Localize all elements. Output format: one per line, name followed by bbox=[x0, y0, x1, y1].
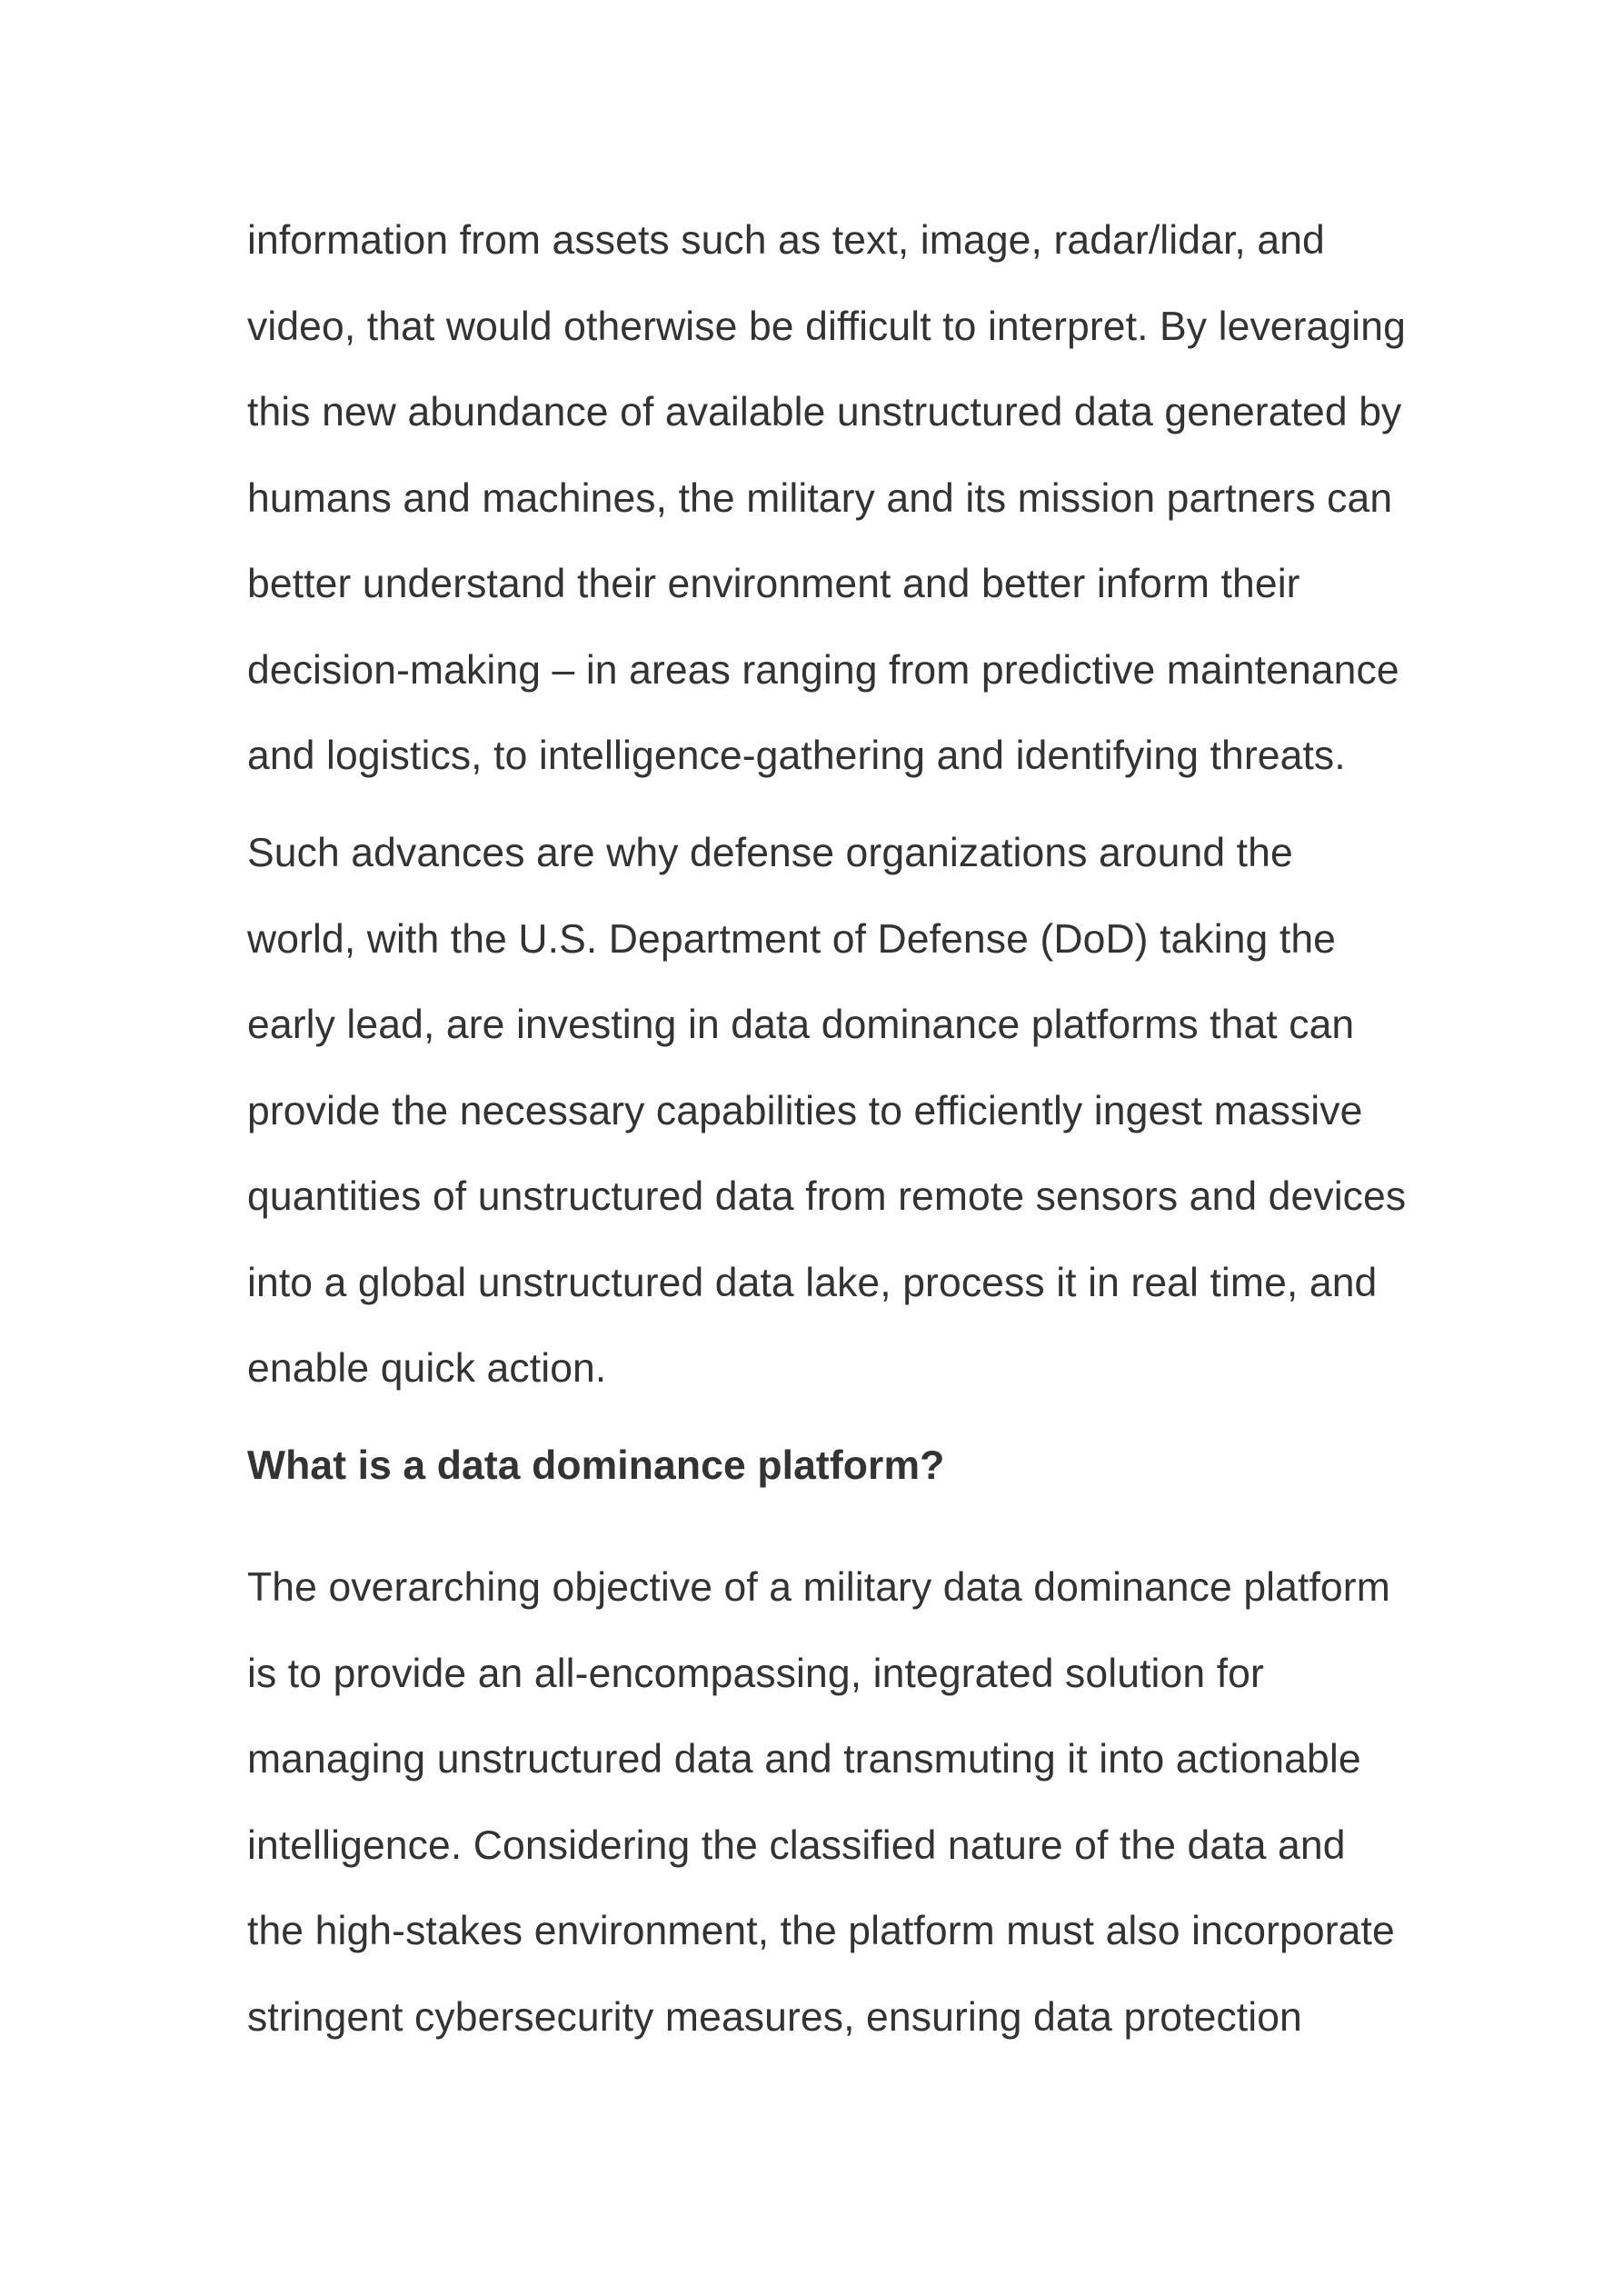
paragraph-line: provide the necessary capabilities to efficiently ingest massive bbox=[247, 1088, 1363, 1133]
paragraph-line: intelligence. Considering the classified nature of the data and bbox=[247, 1822, 1346, 1868]
paragraph-line: into a global unstructured data lake, process it in real time, and bbox=[247, 1260, 1378, 1305]
paragraph-line: world, with the U.S. Department of Defense (DoD) taking the bbox=[247, 916, 1337, 962]
paragraph-line: Such advances are why defense organizations around the bbox=[247, 831, 1293, 875]
paragraph-spacer bbox=[247, 1399, 1410, 1436]
paragraph-line: quantities of unstructured data from remote sensors and devices bbox=[247, 1174, 1407, 1219]
paragraph-line: managing unstructured data and transmuting it into actionable bbox=[247, 1737, 1361, 1782]
paragraph-line: The overarching objective of a military data dominance platform bbox=[247, 1565, 1390, 1610]
paragraph-spacer bbox=[247, 786, 1410, 824]
paragraph-line: the high-stakes environment, the platform must also incorporate bbox=[247, 1909, 1395, 1953]
paragraph-line: decision-making – in areas ranging from predictive maintenance bbox=[247, 647, 1399, 693]
paragraph-line: stringent cybersecurity measures, ensuring data protection bbox=[247, 1994, 1302, 2040]
paragraph-line: video, that would otherwise be difficult to interpret. By leveraging bbox=[247, 304, 1406, 349]
paragraph-line: enable quick action. bbox=[247, 1346, 607, 1391]
heading-spacer bbox=[247, 1496, 1410, 1558]
paragraph-3 bbox=[247, 1558, 1410, 2073]
paragraph-line: information from assets such as text, image, radar/lidar, and bbox=[247, 218, 1325, 263]
paragraph-line: humans and machines, the military and its mission partners can bbox=[247, 475, 1393, 521]
paragraph-line: this new abundance of available unstructured data generated by bbox=[247, 390, 1402, 434]
paragraph-line: early lead, are investing in data dominance platforms that can bbox=[247, 1003, 1355, 1047]
paragraph-line: better understand their environment and better inform their bbox=[247, 562, 1300, 606]
article-body bbox=[247, 211, 1410, 2073]
section-heading: What is a data dominance platform? bbox=[247, 1443, 945, 1488]
paragraph-line: is to provide an all-encompassing, integrated solution for bbox=[247, 1651, 1264, 1696]
paragraph-2 bbox=[247, 824, 1410, 1399]
paragraph-1 bbox=[247, 211, 1410, 786]
paragraph-line: and logistics, to intelligence-gathering and identifying threats. bbox=[247, 734, 1346, 778]
